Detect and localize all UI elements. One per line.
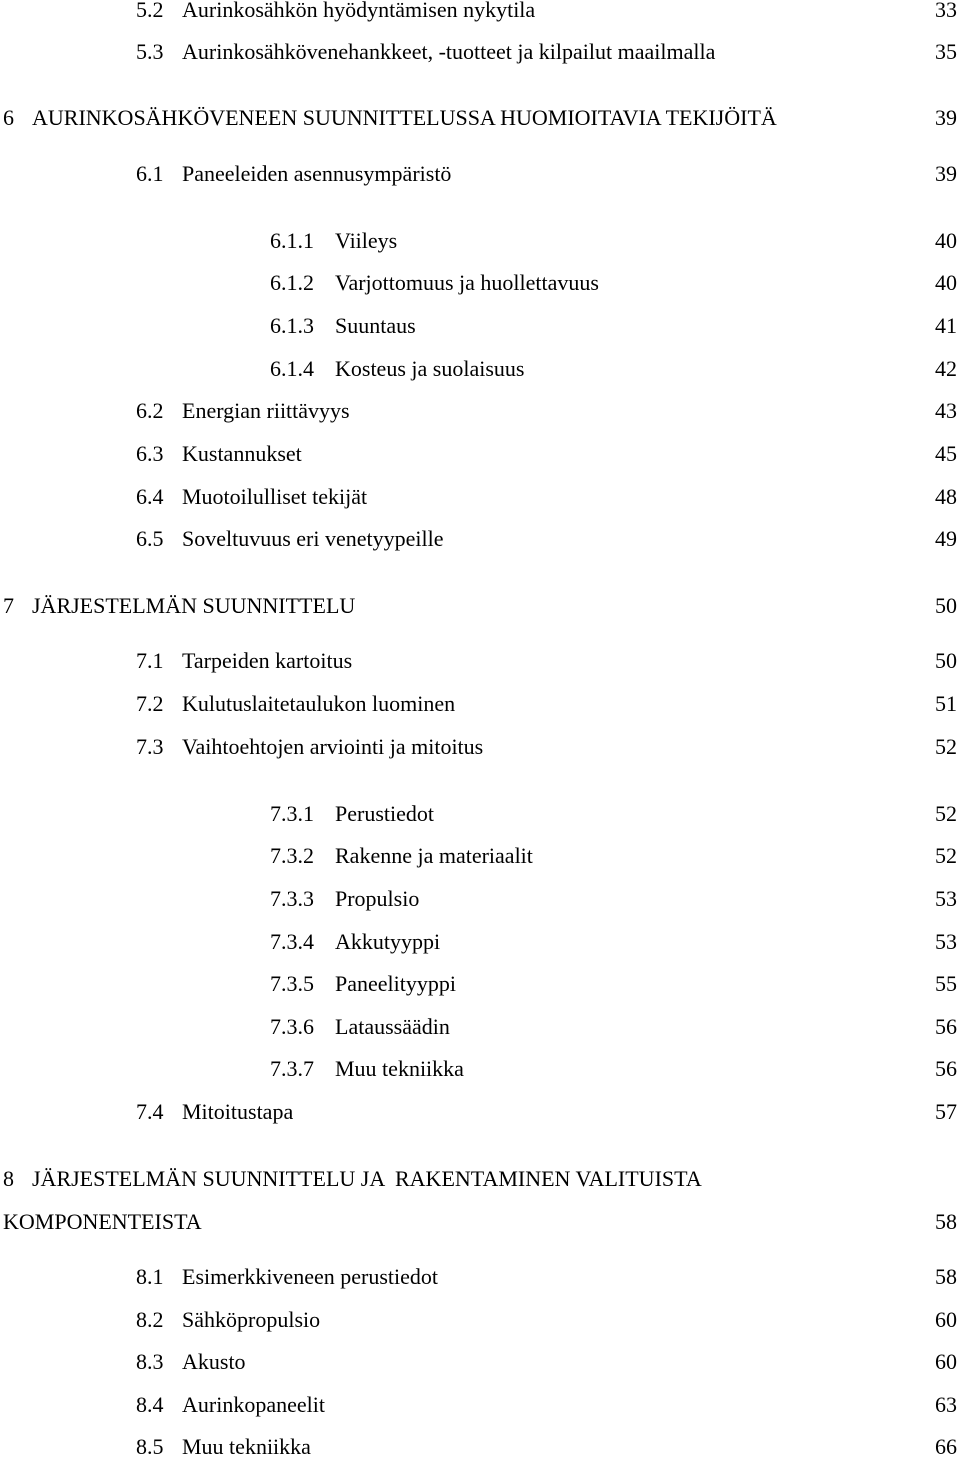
toc-entry-title: Energian riittävyys xyxy=(182,398,350,423)
toc-entry-title: Propulsio xyxy=(335,886,420,911)
toc-entry-page-number: 60 xyxy=(935,1307,957,1332)
toc-entry-number: 7.3.4 xyxy=(270,929,314,954)
toc-entry-number: 7.3.6 xyxy=(270,1014,314,1039)
toc-entry-page-number: 58 xyxy=(935,1209,957,1234)
toc-entry-title: Aurinkosähkövenehankkeet, -tuotteet ja kilpailut maailmalla xyxy=(182,39,716,64)
toc-entry-page-number: 45 xyxy=(935,441,957,466)
toc-entry-number: 7.2 xyxy=(136,691,164,716)
toc-entry-number: 6.1.1 xyxy=(270,228,314,253)
toc-entry[interactable] xyxy=(0,1164,960,1194)
toc-entry-title: Muu tekniikka xyxy=(182,1434,311,1459)
toc-entry[interactable] xyxy=(0,268,960,298)
toc-entry-number: 8.2 xyxy=(136,1307,164,1332)
toc-entry[interactable] xyxy=(0,799,960,829)
toc-entry[interactable] xyxy=(0,646,960,676)
toc-entry-number: 8.4 xyxy=(136,1392,164,1417)
toc-entry-title: Muotoilulliset tekijät xyxy=(182,484,368,509)
toc-entry-page-number: 49 xyxy=(935,526,957,551)
toc-entry-page-number: 40 xyxy=(935,228,957,253)
toc-entry[interactable] xyxy=(0,884,960,914)
toc-entry-page-number: 52 xyxy=(935,801,957,826)
toc-entry-number: 6 xyxy=(3,105,14,130)
toc-entry-page-number: 40 xyxy=(935,270,957,295)
toc-entry-title: Perustiedot xyxy=(335,801,434,826)
toc-entry-title: Rakenne ja materiaalit xyxy=(335,843,533,868)
toc-entry[interactable] xyxy=(0,1207,960,1237)
toc-entry-page-number: 35 xyxy=(935,39,957,64)
toc-entry-title: Suuntaus xyxy=(335,313,416,338)
toc-entry[interactable] xyxy=(0,1012,960,1042)
toc-entry-page-number: 57 xyxy=(935,1099,957,1124)
toc-entry-number: 6.1 xyxy=(136,161,164,186)
toc-entry[interactable] xyxy=(0,439,960,469)
toc-entry-number: 7.3.5 xyxy=(270,971,314,996)
toc-entry-title: Soveltuvuus eri venetyypeille xyxy=(182,526,444,551)
toc-entry-page-number: 41 xyxy=(935,313,957,338)
toc-entry-title: Paneelityyppi xyxy=(335,971,456,996)
toc-entry-number: 7.3.7 xyxy=(270,1056,314,1081)
toc-entry-number: 6.2 xyxy=(136,398,164,423)
toc-entry-page-number: 56 xyxy=(935,1014,957,1039)
toc-entry[interactable] xyxy=(0,927,960,957)
toc-entry-title: KOMPONENTEISTA xyxy=(3,1209,202,1234)
toc-entry-title: Tarpeiden kartoitus xyxy=(182,648,353,673)
toc-entry-number: 8.3 xyxy=(136,1349,164,1374)
toc-entry[interactable] xyxy=(0,1054,960,1084)
toc-entry-number: 7.3.3 xyxy=(270,886,314,911)
toc-entry-page-number: 42 xyxy=(935,356,957,381)
toc-entry-page-number: 63 xyxy=(935,1392,957,1417)
toc-entry-number: 7.3.1 xyxy=(270,801,314,826)
toc-entry-title: Lataussäädin xyxy=(335,1014,450,1039)
toc-entry[interactable] xyxy=(0,226,960,256)
toc-entry-title: Aurinkopaneelit xyxy=(182,1392,325,1417)
toc-entry-number: 7.1 xyxy=(136,648,164,673)
toc-entry-page-number: 56 xyxy=(935,1056,957,1081)
toc-entry[interactable] xyxy=(0,482,960,512)
toc-entry[interactable] xyxy=(0,159,960,189)
toc-entry[interactable] xyxy=(0,732,960,762)
toc-entry-number: 6.1.2 xyxy=(270,270,314,295)
toc-entry[interactable] xyxy=(0,354,960,384)
toc-entry-title: Akusto xyxy=(182,1349,246,1374)
toc-entry-page-number: 52 xyxy=(935,734,957,759)
toc-entry[interactable] xyxy=(0,1097,960,1127)
toc-entry-page-number: 66 xyxy=(935,1434,957,1459)
toc-entry[interactable] xyxy=(0,37,960,67)
toc-entry-page-number: 39 xyxy=(935,161,957,186)
toc-entry-number: 6.4 xyxy=(136,484,164,509)
toc-entry[interactable] xyxy=(0,396,960,426)
toc-entry-page-number: 60 xyxy=(935,1349,957,1374)
toc-entry-number: 8.1 xyxy=(136,1264,164,1289)
toc-entry[interactable] xyxy=(0,524,960,554)
toc-entry-number: 7 xyxy=(3,593,14,618)
toc-entry[interactable] xyxy=(0,689,960,719)
toc-entry-number: 6.5 xyxy=(136,526,164,551)
toc-entry-number: 6.1.3 xyxy=(270,313,314,338)
toc-entry[interactable] xyxy=(0,1390,960,1420)
toc-entry[interactable] xyxy=(0,103,960,133)
toc-entry-page-number: 50 xyxy=(935,648,957,673)
toc-entry-title: Esimerkkiveneen perustiedot xyxy=(182,1264,438,1289)
toc-entry-page-number: 53 xyxy=(935,886,957,911)
toc-entry-title: Viileys xyxy=(335,228,398,253)
toc-entry[interactable] xyxy=(0,591,960,621)
toc-entry-page-number: 50 xyxy=(935,593,957,618)
toc-entry-page-number: 51 xyxy=(935,691,957,716)
toc-entry-title: Kulutuslaitetaulukon luominen xyxy=(182,691,456,716)
toc-entry-title: Kosteus ja suolaisuus xyxy=(335,356,525,381)
toc-entry[interactable] xyxy=(0,1305,960,1335)
toc-entry[interactable] xyxy=(0,841,960,871)
toc-entry[interactable] xyxy=(0,1347,960,1377)
toc-entry-title: JÄRJESTELMÄN SUUNNITTELU JA RAKENTAMINEN VALITUISTA xyxy=(32,1166,702,1191)
toc-entry-number: 5.2 xyxy=(136,0,164,22)
toc-entry[interactable] xyxy=(0,1262,960,1292)
toc-entry-title: Sähköpropulsio xyxy=(182,1307,321,1332)
toc-entry-title: Akkutyyppi xyxy=(335,929,441,954)
toc-entry-number: 5.3 xyxy=(136,39,164,64)
toc-entry-title: Aurinkosähkön hyödyntämisen nykytila xyxy=(182,0,536,22)
toc-entry-number: 7.3.2 xyxy=(270,843,314,868)
toc-entry-page-number: 58 xyxy=(935,1264,957,1289)
toc-entry-title: AURINKOSÄHKÖVENEEN SUUNNITTELUSSA HUOMIOITAVIA TEKIJÖITÄ xyxy=(32,105,777,130)
toc-entry[interactable] xyxy=(0,311,960,341)
toc-entry-title: Vaihtoehtojen arviointi ja mitoitus xyxy=(182,734,484,759)
toc-entry-number: 7.4 xyxy=(136,1099,164,1124)
toc-entry-number: 6.1.4 xyxy=(270,356,314,381)
toc-entry-page-number: 43 xyxy=(935,398,957,423)
toc-entry-title: Varjottomuus ja huollettavuus xyxy=(335,270,599,295)
toc-entry-title: JÄRJESTELMÄN SUUNNITTELU xyxy=(32,593,356,618)
toc-entry-page-number: 33 xyxy=(935,0,957,22)
toc-entry-title: Muu tekniikka xyxy=(335,1056,464,1081)
toc-entry[interactable] xyxy=(0,0,960,25)
toc-entry[interactable] xyxy=(0,969,960,999)
toc-entry-page-number: 55 xyxy=(935,971,957,996)
toc-entry-number: 7.3 xyxy=(136,734,164,759)
toc-entry-title: Kustannukset xyxy=(182,441,302,466)
toc-entry-page-number: 48 xyxy=(935,484,957,509)
toc-entry-page-number: 53 xyxy=(935,929,957,954)
toc-entry-page-number: 39 xyxy=(935,105,957,130)
toc-entry-page-number: 52 xyxy=(935,843,957,868)
toc-entry-number: 8 xyxy=(3,1166,14,1191)
toc-entry-number: 8.5 xyxy=(136,1434,164,1459)
toc-entry-title: Mitoitustapa xyxy=(182,1099,294,1124)
toc-entry-number: 6.3 xyxy=(136,441,164,466)
toc-entry-title: Paneeleiden asennusympäristö xyxy=(182,161,452,186)
